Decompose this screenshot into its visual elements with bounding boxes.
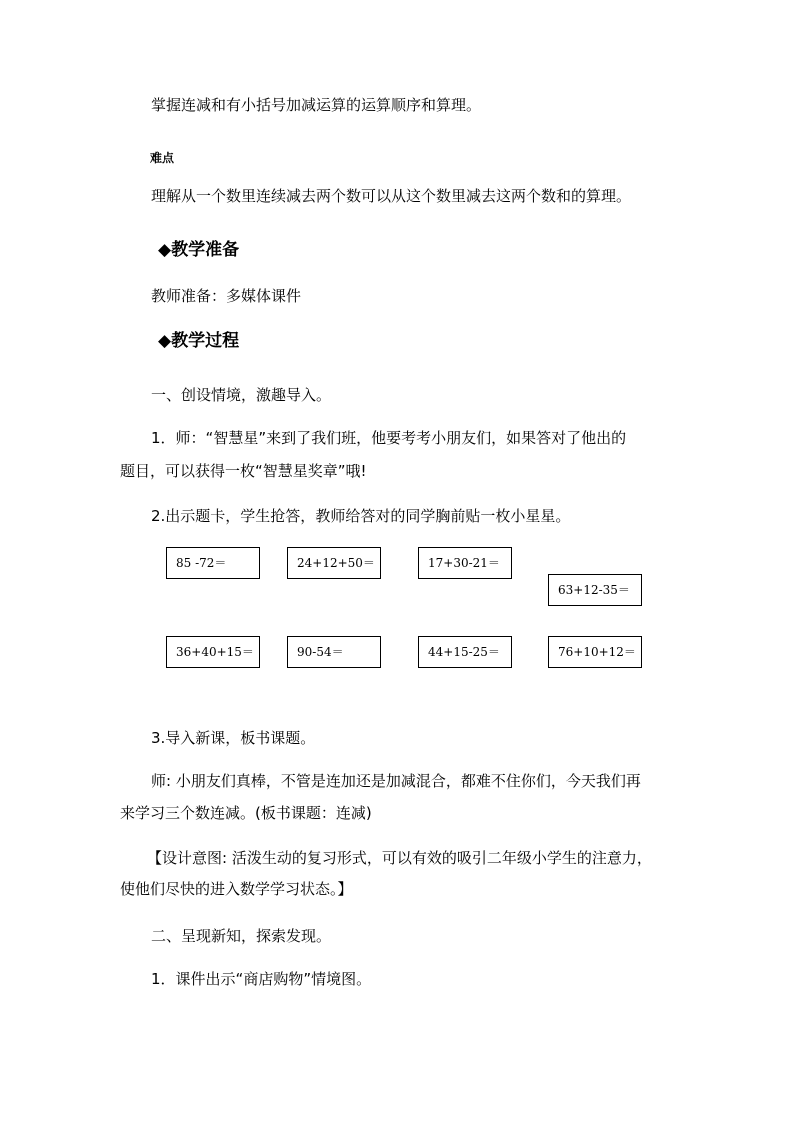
design-intent-line-2: 使他们尽快的进入数学学习状态。】: [120, 880, 353, 898]
step-four-text: 1．课件出示“商店购物”情境图。: [151, 970, 372, 988]
heading-preparation: ◆教学准备: [158, 240, 240, 260]
difficulty-label: 难点: [150, 151, 175, 165]
step-two-text: 2.出示题卡，学生抢答，教师给答对的同学胸前贴一枚小星星。: [151, 507, 571, 525]
design-intent-line-1: 【设计意图: 活泼生动的复习形式，可以有效的吸引二年级小学生的注意力，: [147, 849, 652, 867]
step-three-text: 3.导入新课，板书课题。: [151, 729, 316, 747]
objective-text: 掌握连减和有小括号加减运算的运算顺序和算理。: [151, 96, 482, 114]
section-two-title: 二、呈现新知，探索发现。: [151, 927, 332, 945]
difficulty-text: 理解从一个数里连续减去两个数可以从这个数里减去这两个数和的算理。: [151, 187, 632, 205]
teacher-line-2: 来学习三个数连减。(板书课题：连减): [120, 804, 372, 822]
problem-card: 63+12-35＝: [548, 574, 642, 606]
problem-card: 44+15-25＝: [418, 636, 512, 668]
preparation-text: 教师准备：多媒体课件: [151, 287, 302, 305]
problem-card: 17+30-21＝: [418, 547, 512, 579]
problem-card: 76+10+12＝: [548, 636, 642, 668]
step-one-line-2: 题目，可以获得一枚“智慧星奖章”哦!: [120, 462, 367, 480]
section-one-title: 一、创设情境，激趣导入。: [151, 386, 332, 404]
problem-card: 90-54＝: [287, 636, 381, 668]
problem-card: 36+40+15＝: [166, 636, 260, 668]
heading-process: ◆教学过程: [158, 331, 240, 351]
teacher-line-1: 师: 小朋友们真棒，不管是连加还是加减混合，都难不住你们，今天我们再: [151, 772, 641, 790]
problem-card: 24+12+50＝: [287, 547, 381, 579]
problem-card: 85 -72＝: [166, 547, 260, 579]
step-one-line-1: 1．师：“智慧星”来到了我们班，他要考考小朋友们，如果答对了他出的: [151, 429, 627, 447]
